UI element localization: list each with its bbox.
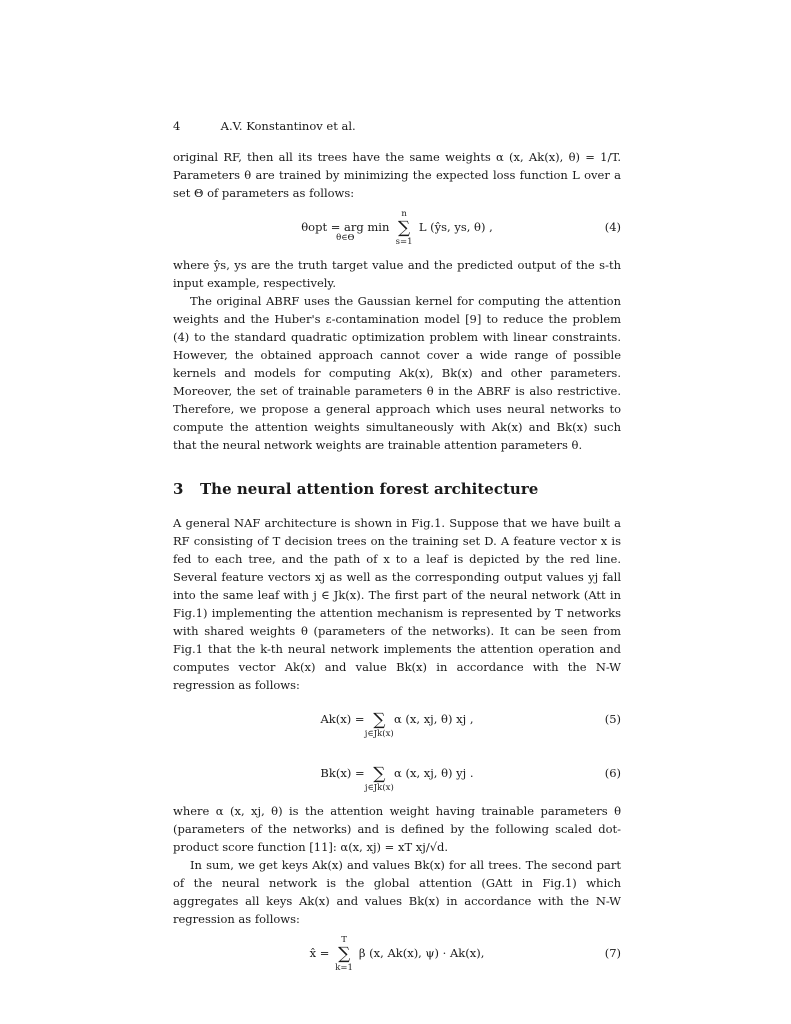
eq7-sum-symbol: ∑ T k=1 xyxy=(338,945,350,963)
equation-6 xyxy=(173,748,621,802)
section-title: The neural attention forest architecture xyxy=(200,480,539,498)
eq6-number: (6) xyxy=(604,766,621,780)
eq4-under: θ∈Θ xyxy=(336,233,355,243)
page-number: 4 xyxy=(173,119,181,133)
equation-5 xyxy=(173,694,621,748)
eq7-sum-top: T xyxy=(341,935,347,945)
eq4-sum-symbol: ∑ n s=1 xyxy=(398,219,410,237)
eq6-sum-symbol: ∑ j∈Jk(x) xyxy=(373,765,385,783)
paragraph-5: where α (x, xj, θ) is the attention weight having trainable parameters θ (parameters of the networks) and is defined by the following scaled dot-product score function [11]: α(x, xj) = xT xj/√d. xyxy=(173,804,621,854)
paragraph-6: In sum, we get keys Ak(x) and values Bk(x) for all trees. The second part of the neural network is the global attention (GAtt in Fig.1) which aggregates all keys Ak(x) and values Bk(x) in accordance with the N-W regression as follows: xyxy=(173,858,621,926)
eq4-lhs: θopt = arg min xyxy=(301,220,390,234)
eq7-lhs: x̂ = xyxy=(309,946,330,960)
paragraph-2: where ŷs, ys are the truth target value and the predicted output of the s-th input example, respectively. xyxy=(173,258,621,290)
eq6-rhs: α (x, xj, θ) yj . xyxy=(394,766,474,780)
eq6-lhs: Bk(x) = xyxy=(320,766,365,780)
paragraph-1: original RF, then all its trees have the same weights α (x, Ak(x), θ) = 1/T. Parameters θ are trained by minimizing the expected loss function L over a set Θ of parameters as follows: xyxy=(173,150,621,200)
paragraph-4: A general NAF architecture is shown in Fig.1. Suppose that we have built a RF consisting of T decision trees on the training set D. A feature vector x is fed to each tree, and the path of x to a leaf is depicted by the red line. Several feature vectors xj as well as the corresponding output values yj fall into the same leaf with j ∈ Jk(x). The first part of the neural network (Att in Fig.1) implementing the attention mechanism is represented by T networks with shared weights θ (parameters of the networks). It can be seen from Fig.1 that the k-th neural network implements the attention operation and computes vector Ak(x) and value Bk(x) in accordance with the N-W regression as follows: xyxy=(173,516,621,692)
eq7-sum-bottom: k=1 xyxy=(335,963,353,973)
eq7-number: (7) xyxy=(604,946,621,960)
eq5-sum-bottom: j∈Jk(x) xyxy=(364,729,394,739)
eq4-number: (4) xyxy=(604,220,621,234)
eq5-sum-symbol: ∑ j∈Jk(x) xyxy=(373,711,385,729)
eq4-rhs: L (ŷs, ys, θ) , xyxy=(418,220,493,234)
section-heading xyxy=(173,480,621,498)
eq4-sum-top: n xyxy=(401,209,407,219)
paragraph-3: The original ABRF uses the Gaussian kernel for computing the attention weights and the Huber's ε-contamination model [9] to reduce the problem (4) to the standard quadratic optimization problem with linear constraints. However, the obtained approach cannot cover a wide range of possible kernels and models for computing Ak(x), Bk(x) and other parameters. Moreover, the set of trainable parameters θ in the ABRF is also restrictive. Therefore, we propose a general approach which uses neural networks to compute the attention weights simultaneously with Ak(x) and Bk(x) such that the neural network weights are trainable attention parameters θ. xyxy=(173,294,621,452)
eq6-sum-bottom: j∈Jk(x) xyxy=(364,783,394,793)
equation-4 xyxy=(173,202,621,256)
eq7-rhs: β (x, Ak(x), ψ) · Ak(x), xyxy=(358,946,485,960)
eq4-sum-bottom: s=1 xyxy=(395,237,413,247)
section-number: 3 xyxy=(173,480,184,498)
running-header xyxy=(173,119,356,133)
equation-7 xyxy=(173,928,621,982)
main-text xyxy=(173,148,621,982)
eq5-rhs: α (x, xj, θ) xj , xyxy=(393,712,474,726)
running-authors: A.V. Konstantinov et al. xyxy=(220,119,356,133)
eq5-number: (5) xyxy=(604,712,621,726)
eq5-lhs: Ak(x) = xyxy=(320,712,365,726)
